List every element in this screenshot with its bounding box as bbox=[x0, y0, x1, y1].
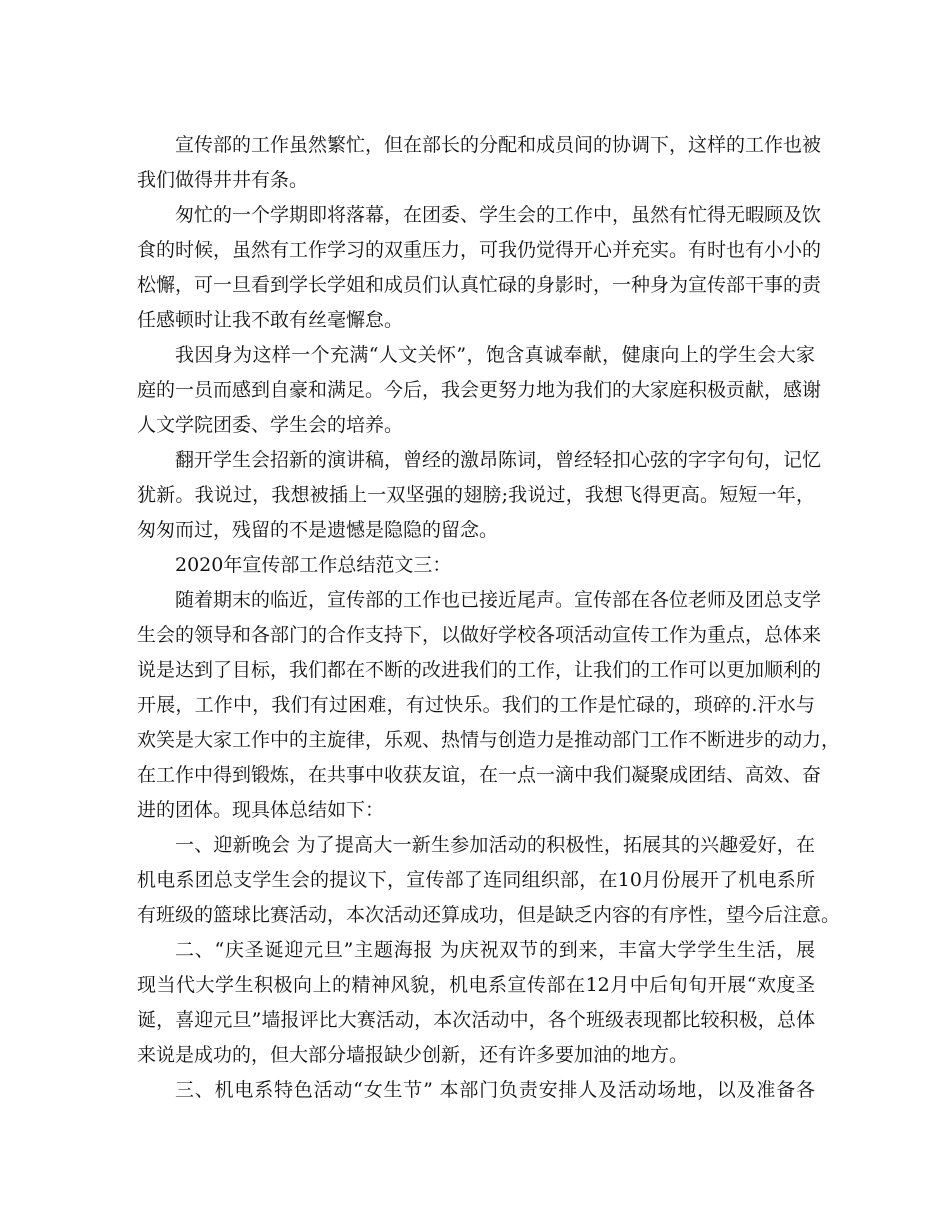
section-heading: 2020年宣传部工作总结范文三： bbox=[175, 554, 452, 576]
text-line: 任感顿时让我不敢有丝毫懈怠。 bbox=[137, 309, 404, 331]
text-line: 开展，工作中，我们有过困难，有过快乐。我们的工作是忙碌的，琐碎的.汗水与 bbox=[137, 694, 815, 716]
text-line: 翻开学生会招新的演讲稿，曾经的激昂陈词，曾经轻扣心弦的字字句句，记忆 bbox=[175, 449, 822, 471]
text-line: 宣传部的工作虽然繁忙，但在部长的分配和成员间的协调下，这样的工作也被 bbox=[175, 134, 822, 156]
text-line: 二、“庆圣诞迎元旦”主题海报 为庆祝双节的到来，丰富大学学生生活，展 bbox=[175, 939, 815, 961]
text-line: 进的团体。现具体总结如下： bbox=[137, 799, 385, 821]
text-line: 说是达到了目标，我们都在不断的改进我们的工作，让我们的工作可以更加顺利的 bbox=[137, 659, 822, 681]
text-line: 三、机电系特色活动“女生节” 本部门负责安排人及活动场地，以及准备各 bbox=[175, 1079, 815, 1101]
text-line: 机电系团总支学生会的提议下，宣传部了连同组织部，在10月份展开了机电系所 bbox=[137, 869, 815, 891]
text-line: 我因身为这样一个充满“人文关怀”，饱含真诚奉献，健康向上的学生会大家 bbox=[175, 344, 815, 366]
text-line: 松懈，可一旦看到学长学姐和成员们认真忙碌的身影时，一种身为宣传部干事的责 bbox=[137, 274, 822, 296]
text-line: 现当代大学生积极向上的精神风貌，机电系宣传部在12月中后旬旬开展“欢度圣 bbox=[137, 974, 815, 996]
text-line: 匆忙的一个学期即将落幕，在团委、学生会的工作中，虽然有忙得无暇顾及饮 bbox=[175, 204, 822, 226]
text-line: 犹新。我说过，我想被插上一双坚强的翅膀;我说过，我想飞得更高。短短一年， bbox=[137, 484, 815, 506]
text-line: 随着期末的临近，宣传部的工作也已接近尾声。宣传部在各位老师及团总支学 bbox=[175, 589, 822, 611]
text-line: 有班级的篮球比赛活动，本次活动还算成功，但是缺乏内容的有序性，望今后注意。 bbox=[137, 904, 841, 926]
text-line: 食的时候，虽然有工作学习的双重压力，可我仍觉得开心并充实。有时也有小小的 bbox=[137, 239, 822, 261]
text-line: 庭的一员而感到自豪和满足。今后，我会更努力地为我们的大家庭积极贡献，感谢 bbox=[137, 379, 822, 401]
text-line: 生会的领导和各部门的合作支持下，以做好学校各项活动宣传工作为重点，总体来 bbox=[137, 624, 822, 646]
text-line: 人文学院团委、学生会的培养。 bbox=[137, 414, 404, 436]
text-line: 我们做得井井有条。 bbox=[137, 169, 309, 191]
text-line: 诞，喜迎元旦”墙报评比大赛活动，本次活动中，各个班级表现都比较积极，总体 bbox=[137, 1009, 815, 1031]
text-line: 一、迎新晚会 为了提高大一新生参加活动的积极性，拓展其的兴趣爱好，在 bbox=[175, 834, 815, 856]
text-line: 来说是成功的，但大部分墙报缺少创新，还有许多要加油的地方。 bbox=[137, 1044, 689, 1066]
text-line: 在工作中得到锻炼，在共事中收获友谊，在一点一滴中我们凝聚成团结、高效、奋 bbox=[137, 764, 822, 786]
text-line: 欢笑是大家工作中的主旋律，乐观、热情与创造力是推动部门工作不断进步的动力， bbox=[137, 729, 841, 751]
text-line: 匆匆而过，残留的不是遗憾是隐隐的留念。 bbox=[137, 519, 499, 541]
